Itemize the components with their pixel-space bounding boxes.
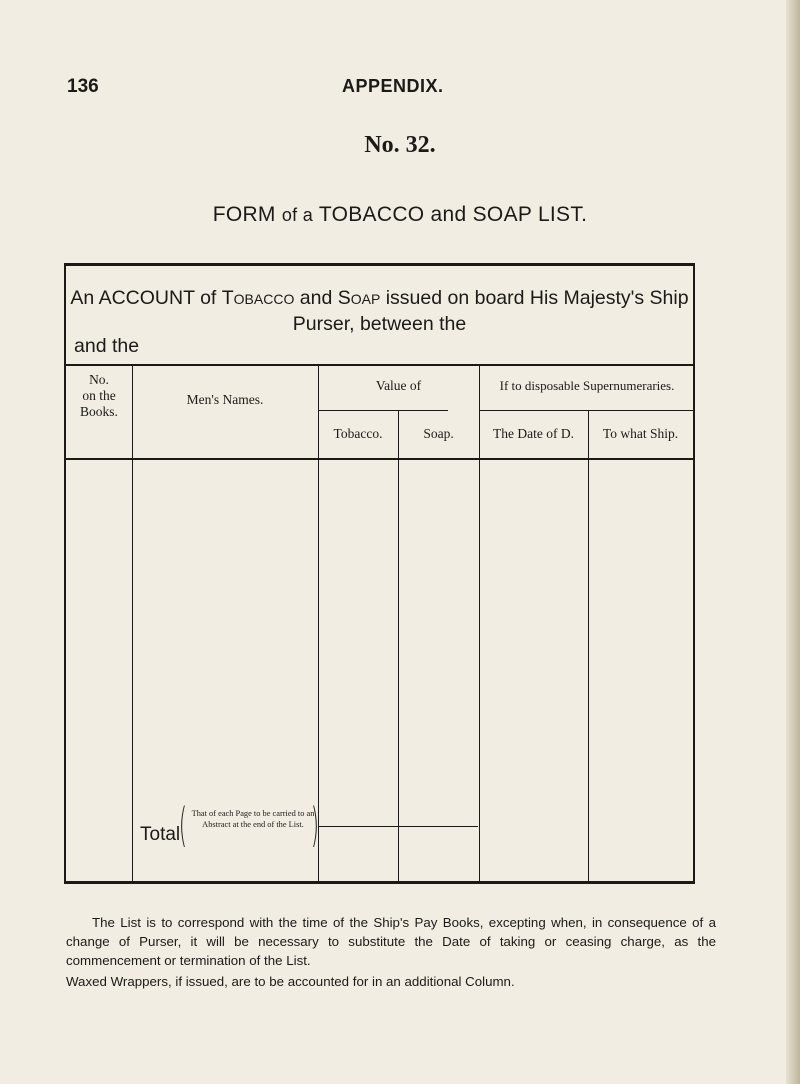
right-brace: ) bbox=[310, 798, 320, 852]
col-divider-soap bbox=[479, 365, 480, 882]
col-header-no-line3: Books. bbox=[80, 404, 118, 419]
note-paragraph-1: The List is to correspond with the time of the Ship's Pay Books, excepting when, in consequence of a change of Purser, it will be necessary to substitute the Date of taking or ceasing charge, as the commencement or termination of the List. bbox=[66, 915, 716, 968]
col-header-supernumeraries: If to disposable Supernumeraries. bbox=[499, 378, 675, 393]
col-header-value: Value of bbox=[375, 378, 422, 393]
column-header-bottom-rule bbox=[66, 458, 693, 460]
col-header-no bbox=[66, 372, 132, 420]
running-title: APPENDIX. bbox=[342, 76, 444, 96]
account-date-line: and the bbox=[74, 335, 140, 357]
value-subrule bbox=[318, 410, 448, 411]
account-suffix: issued on board His Majesty's Ship bbox=[380, 287, 689, 309]
account-and: and bbox=[294, 287, 338, 309]
header-rule bbox=[66, 364, 693, 366]
supernumeraries-subrule bbox=[480, 410, 693, 411]
col-divider-no bbox=[132, 365, 133, 882]
form-title-of: of a bbox=[281, 205, 314, 225]
page-number: 136 bbox=[67, 76, 99, 97]
col-divider-date bbox=[588, 411, 589, 882]
left-brace: ( bbox=[178, 798, 188, 852]
col-header-ship: To what Ship. bbox=[602, 426, 679, 441]
col-header-date: The Date of D. bbox=[493, 426, 574, 441]
form-title-part2: TOBACCO and SOAP LIST. bbox=[318, 203, 588, 226]
account-heading bbox=[66, 287, 693, 310]
col-header-soap: Soap. bbox=[423, 426, 454, 441]
account-form-table bbox=[64, 263, 695, 884]
col-divider-tobacco bbox=[398, 411, 399, 882]
footnotes bbox=[66, 913, 716, 995]
col-header-tobacco: Tobacco. bbox=[333, 426, 383, 441]
page-edge bbox=[786, 0, 800, 1084]
account-prefix: An ACCOUNT of bbox=[70, 287, 222, 309]
note-paragraph-2: Waxed Wrappers, if issued, are to be accounted for in an additional Column. bbox=[66, 974, 515, 989]
total-note: That of each Page to be carried to an Abstract at the end of the List. bbox=[191, 809, 315, 829]
col-header-no-line1: No. bbox=[89, 372, 109, 387]
form-title bbox=[0, 203, 800, 227]
account-purser-line: Purser, between the bbox=[292, 313, 467, 335]
col-header-names: Men's Names. bbox=[186, 392, 264, 407]
total-label: Total bbox=[140, 824, 181, 845]
form-number: No. 32. bbox=[364, 132, 436, 158]
col-header-no-line2: on the bbox=[82, 388, 116, 403]
account-tobacco: Tobacco bbox=[221, 287, 295, 309]
running-header bbox=[0, 76, 800, 106]
form-title-part1: FORM bbox=[212, 203, 276, 226]
account-soap: Soap bbox=[337, 287, 381, 309]
